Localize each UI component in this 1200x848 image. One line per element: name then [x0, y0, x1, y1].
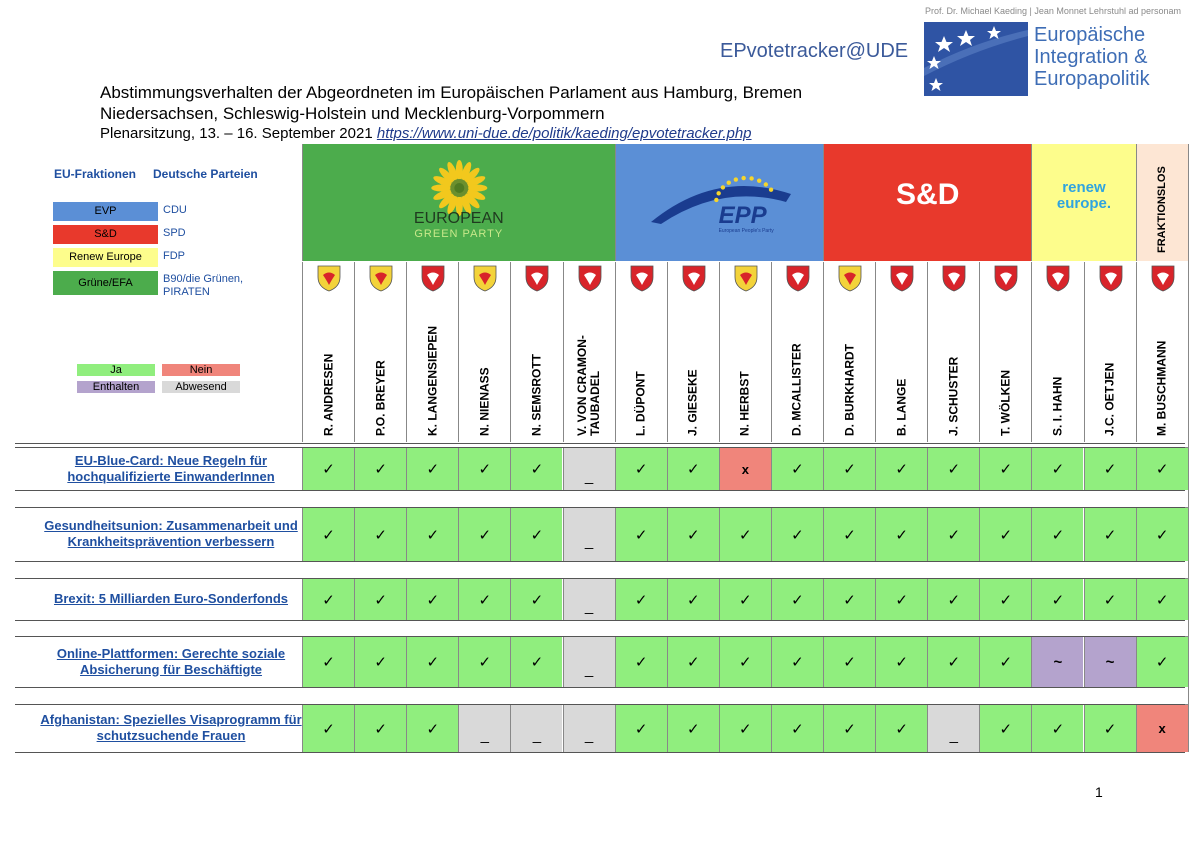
- mep-name: V. VON CRAMON-TAUBADEL: [575, 335, 603, 436]
- mep-name: D. MCALLISTER: [789, 343, 804, 436]
- vote-symbol: ✓: [843, 591, 856, 609]
- vote-symbol: ✓: [686, 526, 700, 544]
- renew-logo-bottom: europe.: [1056, 195, 1112, 212]
- vote-symbol: ✓: [478, 461, 492, 478]
- vote-symbol: ✓: [999, 591, 1013, 609]
- renew-logo-top: renew: [1062, 179, 1106, 196]
- institute-logo: [924, 22, 1160, 96]
- vote-cell-yes: [1084, 507, 1136, 561]
- page-title: [100, 82, 802, 124]
- vote-symbol: ✓: [895, 654, 908, 671]
- mep-name-cell: [510, 262, 562, 442]
- vote-cell-yes: [927, 507, 979, 561]
- vote-cell-yes: [1031, 507, 1083, 561]
- vote-symbol: ✓: [478, 654, 492, 671]
- niedersachsen-coat-of-arms-icon: [890, 265, 914, 292]
- vote-cell-yes: [823, 704, 875, 752]
- mep-name: B. LANGE: [894, 378, 909, 436]
- vote-symbol: ✓: [999, 461, 1013, 478]
- mep-name-cell: [1031, 262, 1083, 442]
- vote-symbol: ✓: [999, 654, 1013, 671]
- vote-symbol: ✓: [426, 720, 440, 738]
- vote-cell-absent: [563, 578, 615, 620]
- vote-symbol: _: [949, 727, 958, 744]
- vote-symbol: ✓: [374, 720, 387, 738]
- vote-cell-no: [1136, 704, 1188, 752]
- faction-header-3: [1031, 144, 1135, 261]
- mep-name-cell: [302, 262, 354, 442]
- legend-faction-0: EVP: [53, 202, 158, 221]
- vote-symbol: ✓: [1103, 720, 1117, 738]
- vote-symbol: ✓: [895, 461, 908, 478]
- title-line-1: Abstimmungsverhalten der Abgeordneten im Europäischen Parlament aus Hamburg, Bremen: [100, 83, 803, 102]
- vote-symbol: ✓: [843, 526, 856, 544]
- vote-symbol: ✓: [739, 591, 752, 609]
- vote-symbol: ✓: [999, 720, 1013, 738]
- bremen-coat-of-arms-icon: [942, 265, 966, 292]
- vote-cell-yes: [302, 507, 354, 561]
- vote-symbol: ✓: [739, 720, 752, 738]
- mep-name: J. SCHUSTER: [946, 356, 961, 436]
- vote-cell-yes: [510, 578, 562, 620]
- vote-cell-abstain: [1031, 636, 1083, 687]
- mep-name-cell: [1084, 262, 1136, 442]
- vote-cell-yes: [406, 447, 458, 490]
- vote-cell-yes: [719, 704, 771, 752]
- vote-cell-yes: [510, 447, 562, 490]
- vote-cell-yes: [510, 636, 562, 687]
- vote-symbol: x: [1158, 721, 1166, 736]
- tracker-link[interactable]: https://www.uni-due.de/politik/kaeding/epvotetracker.php: [376, 125, 752, 142]
- vote-symbol: ✓: [374, 461, 387, 478]
- mep-name: R. ANDRESEN: [321, 353, 336, 436]
- vote-cell-yes: [823, 447, 875, 490]
- row-divider: [15, 620, 1185, 621]
- vote-cell-yes: [771, 636, 823, 687]
- vote-cell-absent: [510, 704, 562, 752]
- vote-symbol: ✓: [999, 526, 1013, 544]
- vote-symbol: ✓: [426, 654, 440, 671]
- vote-cell-yes: [302, 447, 354, 490]
- vote-cell-yes: [1136, 507, 1188, 561]
- vote-cell-yes: [1136, 447, 1188, 490]
- row-divider: [15, 443, 1185, 444]
- mep-name-cell: [406, 262, 458, 442]
- vote-cell-yes: [927, 578, 979, 620]
- vote-symbol: ✓: [1103, 461, 1117, 478]
- mep-name: N. HERBST: [737, 371, 752, 436]
- vote-symbol: ✓: [426, 591, 440, 609]
- hamburg-coat-of-arms-icon: [1046, 265, 1070, 292]
- vote-cell-yes: [719, 578, 771, 620]
- mep-name-cell: [823, 262, 875, 442]
- vote-symbol: ✓: [1051, 720, 1065, 738]
- fraktionslos-label: FRAKTIONSLOS: [1156, 166, 1169, 253]
- vote-symbol: ✓: [843, 461, 856, 478]
- vote-symbol: ✓: [895, 591, 908, 609]
- vote-cell-yes: [510, 507, 562, 561]
- mep-name: S. I. HAHN: [1050, 376, 1065, 436]
- vote-cell-yes: [979, 447, 1031, 490]
- vote-symbol: ✓: [1051, 591, 1065, 609]
- vote-cell-yes: [979, 507, 1031, 561]
- vote-cell-yes: [615, 636, 667, 687]
- vote-topic-link[interactable]: EU-Blue-Card: Neue Regeln für hochqualifizierte EinwanderInnen: [67, 452, 275, 484]
- vote-symbol: ✓: [1051, 461, 1065, 478]
- vote-cell-yes: [927, 636, 979, 687]
- vote-symbol: ✓: [1155, 461, 1169, 478]
- vote-symbol: ✓: [1155, 591, 1169, 609]
- vote-cell-yes: [979, 578, 1031, 620]
- vote-symbol: ✓: [374, 654, 387, 671]
- legend-vote-2: Enthalten: [77, 381, 155, 393]
- vote-symbol: _: [584, 660, 594, 678]
- vote-cell-yes: [1031, 578, 1083, 620]
- vote-cell-yes: [1084, 447, 1136, 490]
- vote-cell-yes: [771, 704, 823, 752]
- vote-symbol: ✓: [686, 591, 700, 609]
- vote-cell-yes: [302, 578, 354, 620]
- vote-topic-link[interactable]: Gesundheitsunion: Zusammenarbeit und Krankheitsprävention verbessern: [44, 518, 298, 549]
- vote-cell-absent: [458, 704, 510, 752]
- row-divider: [15, 490, 1185, 491]
- mep-name: J.C. OETJEN: [1102, 362, 1117, 436]
- vote-symbol: ✓: [686, 654, 700, 671]
- vote-symbol: ✓: [895, 720, 908, 738]
- legend-party-1: SPD: [163, 227, 186, 239]
- mep-name: L. DÜPONT: [633, 371, 648, 436]
- vote-cell-yes: [354, 636, 406, 687]
- vote-cell-yes: [615, 704, 667, 752]
- vote-cell-yes: [615, 578, 667, 620]
- vote-cell-yes: [458, 578, 510, 620]
- vote-symbol: ✓: [686, 461, 700, 478]
- mep-name: M. BUSCHMANN: [1154, 340, 1169, 436]
- row-divider: [15, 447, 1185, 448]
- vote-symbol: ✓: [634, 591, 648, 609]
- vote-symbol: ✓: [322, 526, 335, 544]
- vote-symbol: ✓: [791, 526, 804, 544]
- vote-symbol: ✓: [947, 461, 961, 478]
- vote-cell-yes: [823, 507, 875, 561]
- vote-symbol: ~: [1105, 653, 1115, 671]
- mep-name: J. GIESEKE: [685, 369, 700, 436]
- schleswig-holstein-coat-of-arms-icon: [369, 265, 393, 292]
- legend-party-3: B90/die Grünen, PIRATEN: [163, 273, 244, 298]
- mep-name-cell: [563, 262, 615, 442]
- vote-symbol: ✓: [791, 720, 804, 738]
- vote-symbol: ✓: [791, 654, 804, 671]
- vote-symbol: ✓: [634, 461, 648, 478]
- vote-cell-yes: [406, 636, 458, 687]
- vote-topic-link[interactable]: Online-Plattformen: Gerechte soziale Absicherung für Beschäftigte: [56, 645, 286, 677]
- mep-name: T. WÖLKEN: [998, 370, 1013, 436]
- vote-cell-yes: [771, 507, 823, 561]
- vote-symbol: ✓: [1051, 526, 1065, 544]
- page-number: 1: [1095, 784, 1103, 800]
- vote-cell-yes: [667, 704, 719, 752]
- vote-cell-absent: [563, 636, 615, 687]
- vote-cell-yes: [719, 636, 771, 687]
- vote-symbol: ✓: [791, 461, 804, 478]
- vote-cell-yes: [354, 704, 406, 752]
- legend-head-parties: Deutsche Parteien: [153, 167, 258, 181]
- vote-cell-yes: [1084, 704, 1136, 752]
- vote-cell-yes: [667, 447, 719, 490]
- vote-symbol: ✓: [322, 591, 335, 609]
- legend-vote-3: Abwesend: [162, 381, 240, 393]
- vote-symbol: _: [532, 727, 542, 744]
- green-logo-top: EUROPEAN: [413, 210, 504, 227]
- mep-name-cell: [875, 262, 927, 442]
- logo-text: [1034, 24, 1150, 90]
- vote-cell-abstain: [1084, 636, 1136, 687]
- vote-symbol: ✓: [947, 591, 961, 609]
- mecklenburg-vorpommern-coat-of-arms-icon: [473, 265, 497, 292]
- vote-cell-yes: [667, 578, 719, 620]
- niedersachsen-coat-of-arms-icon: [994, 265, 1018, 292]
- epp-logo: EPP: [718, 202, 767, 229]
- vote-symbol: ✓: [947, 526, 961, 544]
- vote-cell-yes: [406, 578, 458, 620]
- vote-cell-yes: [667, 636, 719, 687]
- faction-header-0: [302, 144, 615, 261]
- vote-cell-yes: [615, 507, 667, 561]
- faction-header-4: [1136, 144, 1188, 261]
- niedersachsen-coat-of-arms-icon: [1099, 265, 1123, 292]
- mep-name-cell: [615, 262, 667, 442]
- schleswig-holstein-coat-of-arms-icon: [317, 265, 341, 292]
- niedersachsen-coat-of-arms-icon: [421, 265, 445, 292]
- mep-name: K. LANGENSIEPEN: [425, 325, 440, 436]
- vote-cell-absent: [563, 704, 615, 752]
- vote-cell-yes: [458, 636, 510, 687]
- vote-cell-yes: [875, 447, 927, 490]
- vote-cell-yes: [1136, 636, 1188, 687]
- session-line: [100, 125, 752, 142]
- vote-symbol: ✓: [426, 526, 440, 544]
- mep-name-cell: [667, 262, 719, 442]
- mep-name: P.O. BREYER: [373, 360, 388, 436]
- vote-symbol: ✓: [1155, 654, 1169, 671]
- faction-header-2: [823, 144, 1031, 261]
- vote-cell-yes: [458, 447, 510, 490]
- vote-symbol: ✓: [634, 654, 648, 671]
- credit-line: Prof. Dr. Michael Kaeding | Jean Monnet Lehrstuhl ad personam: [925, 6, 1181, 16]
- mep-name-cell: [927, 262, 979, 442]
- vote-symbol: ✓: [739, 654, 752, 671]
- vote-cell-absent: [563, 507, 615, 561]
- sd-logo: S&D: [896, 178, 960, 211]
- row-divider: [15, 704, 1185, 705]
- vote-symbol: _: [584, 533, 594, 550]
- vote-cell-yes: [979, 704, 1031, 752]
- vote-cell-yes: [302, 636, 354, 687]
- vote-symbol: ✓: [686, 720, 700, 738]
- row-divider: [15, 687, 1185, 688]
- vote-cell-yes: [875, 704, 927, 752]
- vote-cell-yes: [875, 636, 927, 687]
- eu-flag-icon: [924, 22, 1028, 96]
- vote-symbol: ✓: [530, 526, 544, 544]
- logo-line: Europäische: [1034, 24, 1146, 46]
- vote-symbol: ✓: [1155, 526, 1169, 544]
- niedersachsen-coat-of-arms-icon: [1151, 265, 1175, 292]
- vote-symbol: ✓: [843, 720, 856, 738]
- vote-cell-yes: [719, 507, 771, 561]
- legend-faction-2: Renew Europe: [53, 248, 158, 267]
- niedersachsen-coat-of-arms-icon: [630, 265, 654, 292]
- vote-cell-yes: [979, 636, 1031, 687]
- vote-cell-yes: [1031, 447, 1083, 490]
- niedersachsen-coat-of-arms-icon: [578, 265, 602, 292]
- vote-topic-link[interactable]: Brexit: 5 Milliarden Euro-Sonderfonds: [53, 591, 289, 606]
- title-line-2: Niedersachsen, Schleswig-Holstein und Mecklenburg-Vorpommern: [100, 104, 605, 123]
- legend-faction-1: S&D: [53, 225, 158, 244]
- schleswig-holstein-coat-of-arms-icon: [838, 265, 862, 292]
- vote-symbol: ✓: [739, 526, 752, 544]
- vote-cell-yes: [771, 447, 823, 490]
- vote-symbol: _: [584, 727, 594, 744]
- logo-line: Integration &: [1034, 46, 1148, 68]
- mep-name: N. SEMSROTT: [529, 353, 544, 436]
- legend-vote-1: Nein: [162, 364, 240, 376]
- vote-symbol: ✓: [895, 526, 908, 544]
- row-divider: [15, 752, 1185, 753]
- vote-symbol: x: [741, 461, 749, 477]
- vote-cell-absent: [927, 704, 979, 752]
- session-text: Plenarsitzung, 13. – 16. September 2021: [100, 125, 377, 142]
- logo-line: Europapolitik: [1034, 68, 1150, 90]
- mep-name: N. NIENASS: [477, 367, 492, 436]
- vote-cell-yes: [823, 578, 875, 620]
- row-divider: [15, 636, 1185, 637]
- vote-symbol: ✓: [947, 654, 961, 671]
- vote-cell-yes: [302, 704, 354, 752]
- vote-symbol: ✓: [1103, 591, 1117, 609]
- row-divider: [15, 578, 1185, 579]
- vote-symbol: _: [480, 727, 490, 744]
- vote-cell-yes: [354, 447, 406, 490]
- vote-cell-yes: [1084, 578, 1136, 620]
- legend-party-2: FDP: [163, 250, 185, 262]
- vote-symbol: ✓: [478, 591, 492, 609]
- vote-cell-yes: [406, 507, 458, 561]
- grid-right-border: [1188, 144, 1189, 752]
- vote-cell-yes: [1031, 704, 1083, 752]
- vote-symbol: ✓: [374, 591, 387, 609]
- mep-name-cell: [979, 262, 1031, 442]
- vote-cell-yes: [823, 636, 875, 687]
- schleswig-holstein-coat-of-arms-icon: [734, 265, 758, 292]
- row-divider: [15, 561, 1185, 562]
- legend-vote-0: Ja: [77, 364, 155, 376]
- mep-name-cell: [719, 262, 771, 442]
- vote-symbol: ✓: [530, 654, 544, 671]
- vote-symbol: ✓: [843, 654, 856, 671]
- legend-party-0: CDU: [163, 204, 187, 216]
- mep-name-cell: [771, 262, 823, 442]
- vote-symbol: ✓: [530, 461, 544, 478]
- green-logo-bottom: GREEN PARTY: [414, 228, 504, 240]
- niedersachsen-coat-of-arms-icon: [682, 265, 706, 292]
- vote-symbol: ~: [1053, 653, 1063, 671]
- tracker-title: EPvotetracker@UDE: [720, 40, 909, 62]
- vote-cell-absent: [563, 447, 615, 490]
- hamburg-coat-of-arms-icon: [525, 265, 549, 292]
- vote-cell-yes: [458, 507, 510, 561]
- mep-name-cell: [1136, 262, 1188, 442]
- vote-cell-yes: [406, 704, 458, 752]
- vote-cell-yes: [354, 578, 406, 620]
- legend-head-factions: EU-Fraktionen: [54, 167, 137, 181]
- vote-cell-yes: [1136, 578, 1188, 620]
- vote-symbol: ✓: [791, 591, 804, 609]
- row-divider: [15, 507, 1185, 508]
- vote-cell-yes: [615, 447, 667, 490]
- vote-cell-yes: [667, 507, 719, 561]
- vote-cell-no: [719, 447, 771, 490]
- vote-symbol: _: [584, 467, 594, 485]
- vote-symbol: ✓: [374, 526, 387, 544]
- vote-symbol: ✓: [1103, 526, 1117, 544]
- vote-topic-link[interactable]: Afghanistan: Spezielles Visaprogramm für schutzsuchende Frauen: [40, 712, 302, 743]
- vote-cell-yes: [927, 447, 979, 490]
- mep-name: D. BURKHARDT: [842, 344, 857, 436]
- vote-symbol: _: [584, 598, 594, 615]
- vote-symbol: ✓: [634, 720, 648, 738]
- legend-faction-3: Grüne/EFA: [53, 271, 158, 295]
- vote-symbol: ✓: [478, 526, 492, 544]
- epp-logo-sub: European People's Party: [718, 228, 774, 234]
- mep-name-cell: [458, 262, 510, 442]
- mep-name-cell: [354, 262, 406, 442]
- faction-header-1: [615, 144, 823, 261]
- vote-symbol: ✓: [634, 526, 648, 544]
- vote-symbol: ✓: [530, 591, 544, 609]
- vote-cell-yes: [875, 507, 927, 561]
- vote-cell-yes: [875, 578, 927, 620]
- vote-cell-yes: [354, 507, 406, 561]
- niedersachsen-coat-of-arms-icon: [786, 265, 810, 292]
- vote-symbol: ✓: [322, 461, 335, 478]
- vote-symbol: ✓: [426, 461, 440, 478]
- vote-symbol: ✓: [322, 654, 335, 671]
- vote-symbol: ✓: [322, 720, 335, 738]
- vote-cell-yes: [771, 578, 823, 620]
